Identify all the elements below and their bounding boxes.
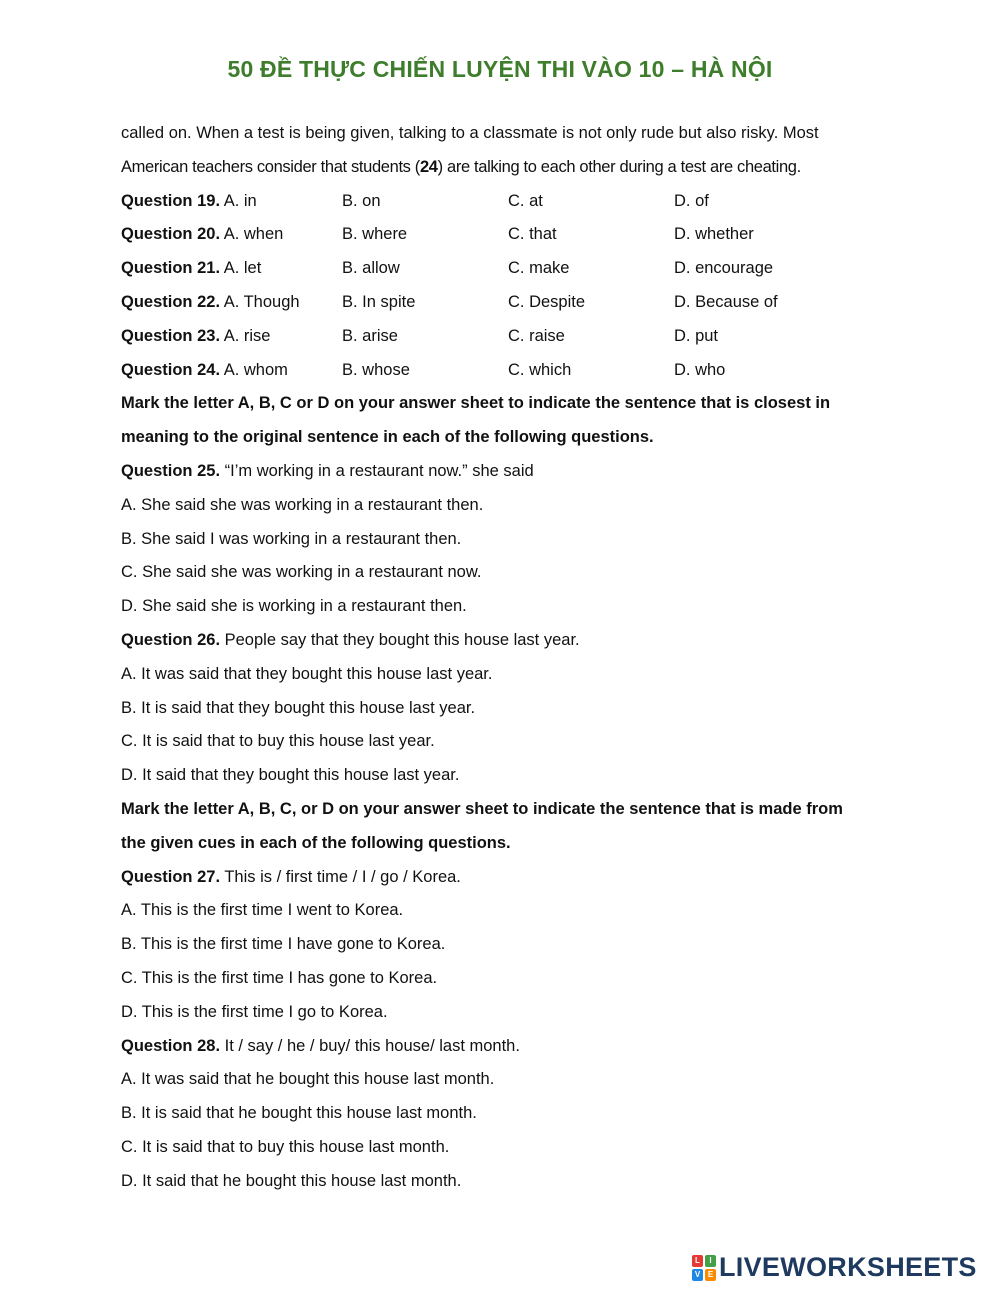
option-c[interactable]: C. at [508, 191, 543, 210]
question-text: It / say / he / buy/ this house/ last month. [224, 1036, 520, 1055]
option-a[interactable] [121, 185, 342, 219]
logo-letter: I [705, 1255, 716, 1267]
option-a-text: A. whom [223, 360, 288, 379]
question-27-option-d[interactable]: D. This is the first time I go to Korea. [121, 1002, 388, 1021]
logo-wordmark: LIVEWORKSHEETS [719, 1252, 977, 1282]
option-c[interactable]: C. which [508, 360, 572, 379]
question-25-option-a[interactable]: A. She said she was working in a restaurant then. [121, 495, 484, 514]
question-24 [121, 354, 887, 388]
question-25-option-d[interactable]: D. She said she is working in a restaurant then. [121, 597, 467, 616]
passage-line-2 [121, 151, 887, 185]
option-a[interactable] [121, 286, 342, 320]
option-d[interactable]: D. whether [674, 225, 754, 244]
liveworksheets-logo[interactable] [692, 1252, 977, 1283]
option-b[interactable]: B. In spite [342, 292, 416, 311]
option-d[interactable]: D. put [674, 326, 719, 345]
section-instruction-line-1: Mark the letter A, B, C or D on your answer sheet to indicate the sentence that is closest in [121, 394, 831, 413]
question-text: “I’m working in a restaurant now.” she said [224, 461, 534, 480]
blank-number: 24 [419, 157, 438, 176]
page-title: 50 ĐỀ THỰC CHIẾN LUYỆN THI VÀO 10 – HÀ NỘI [227, 56, 773, 82]
option-d[interactable]: D. of [674, 191, 709, 210]
question-label: Question 23. [121, 326, 221, 345]
question-label: Question 25. [121, 461, 221, 480]
question-20 [121, 218, 887, 252]
section-instruction-line-2: the given cues in each of the following questions. [121, 833, 511, 852]
question-27-prompt [121, 861, 887, 895]
option-a[interactable] [121, 218, 342, 252]
option-a-text: A. let [223, 259, 262, 278]
logo-letter: L [692, 1255, 703, 1267]
question-26-option-c[interactable]: C. It is said that to buy this house last year. [121, 732, 435, 751]
option-d[interactable]: D. Because of [674, 292, 778, 311]
question-23 [121, 320, 887, 354]
question-28-option-c[interactable]: C. It is said that to buy this house last month. [121, 1137, 450, 1156]
option-b[interactable]: B. on [342, 191, 381, 210]
worksheet-body [121, 117, 887, 1199]
option-a-text: A. Though [223, 292, 300, 311]
question-25-option-c[interactable]: C. She said she was working in a restaurant now. [121, 563, 482, 582]
question-label: Question 27. [121, 867, 221, 886]
passage-text: American teachers consider that students ( [121, 157, 420, 176]
option-d[interactable]: D. encourage [674, 259, 774, 278]
option-a-text: A. rise [223, 326, 271, 345]
option-c[interactable]: C. raise [508, 326, 565, 345]
option-a[interactable] [121, 354, 342, 388]
question-25-prompt [121, 455, 887, 489]
live-badge-icon [692, 1255, 716, 1281]
option-d[interactable]: D. who [674, 360, 726, 379]
option-b[interactable]: B. whose [342, 360, 410, 379]
question-text: People say that they bought this house last year. [224, 630, 580, 649]
question-19 [121, 185, 887, 219]
question-25-option-b[interactable]: B. She said I was working in a restaurant then. [121, 529, 462, 548]
passage-line-1: called on. When a test is being given, talking to a classmate is not only rude but also risky. Most [121, 124, 819, 142]
question-26-option-a[interactable]: A. It was said that they bought this house last year. [121, 664, 493, 683]
logo-letter: V [692, 1269, 703, 1281]
option-a[interactable] [121, 252, 342, 286]
question-27-option-a[interactable]: A. This is the first time I went to Korea. [121, 901, 404, 920]
question-label: Question 26. [121, 630, 221, 649]
question-22 [121, 286, 887, 320]
option-b[interactable]: B. arise [342, 326, 398, 345]
option-c[interactable]: C. that [508, 225, 557, 244]
section-instruction-line-2: meaning to the original sentence in each of the following questions. [121, 428, 654, 447]
question-26-option-b[interactable]: B. It is said that they bought this house last year. [121, 698, 476, 717]
logo-letter: E [705, 1269, 716, 1281]
question-text: This is / first time / I / go / Korea. [224, 867, 461, 886]
question-27-option-b[interactable]: B. This is the first time I have gone to Korea. [121, 935, 446, 954]
question-28-option-a[interactable]: A. It was said that he bought this house last month. [121, 1070, 495, 1089]
option-a-text: A. in [223, 191, 257, 210]
question-label: Question 24. [121, 360, 221, 379]
question-28-option-b[interactable]: B. It is said that he bought this house last month. [121, 1104, 477, 1123]
question-26-option-d[interactable]: D. It said that they bought this house last year. [121, 766, 460, 785]
section-instruction-line-1: Mark the letter A, B, C, or D on your answer sheet to indicate the sentence that is made from [121, 799, 843, 818]
question-26-prompt [121, 624, 887, 658]
option-a-text: A. when [223, 225, 284, 244]
question-28-option-d[interactable]: D. It said that he bought this house last month. [121, 1171, 462, 1190]
passage-text: ) are talking to each other during a test are cheating. [437, 157, 801, 176]
question-label: Question 19. [121, 191, 221, 210]
option-c[interactable]: C. Despite [508, 292, 586, 311]
option-c[interactable]: C. make [508, 259, 570, 278]
question-label: Question 21. [121, 259, 221, 278]
option-a[interactable] [121, 320, 342, 354]
question-28-prompt [121, 1030, 887, 1064]
option-b[interactable]: B. allow [342, 259, 400, 278]
question-label: Question 22. [121, 292, 221, 311]
question-label: Question 20. [121, 225, 221, 244]
question-27-option-c[interactable]: C. This is the first time I has gone to Korea. [121, 968, 438, 987]
question-21 [121, 252, 887, 286]
option-b[interactable]: B. where [342, 225, 408, 244]
question-label: Question 28. [121, 1036, 221, 1055]
